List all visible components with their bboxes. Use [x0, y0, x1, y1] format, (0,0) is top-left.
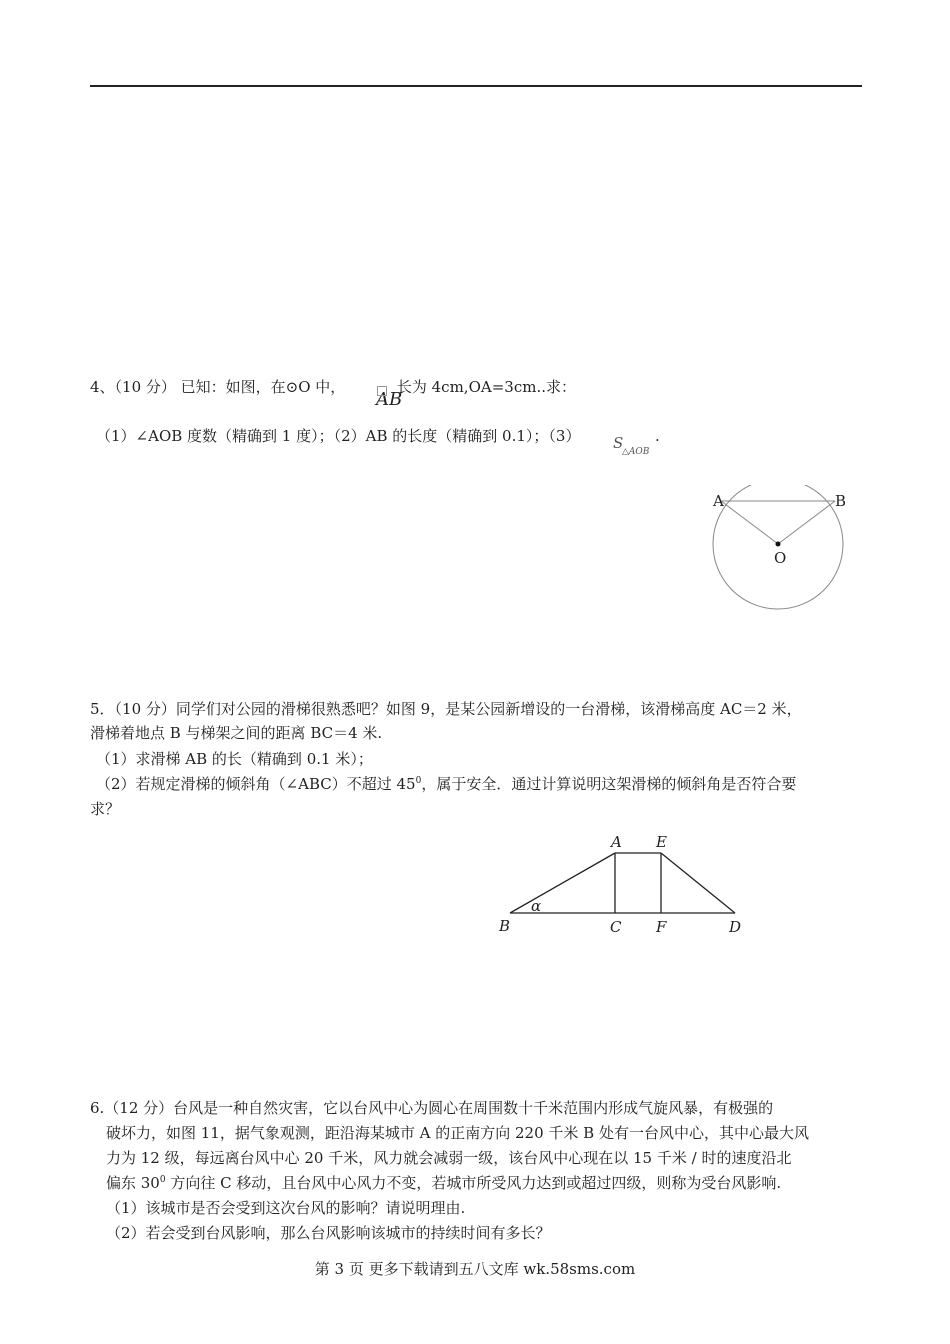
- q4-line1-post: 长为 4cm,OA=3cm..求：: [396, 378, 576, 396]
- area-subscript: △AOB: [622, 447, 650, 457]
- q6-line4-pre: 偏东 30: [106, 1174, 160, 1192]
- q5-line4-post: ，属于安全．通过计算说明这架滑梯的倾斜角是否符合要: [421, 775, 797, 793]
- circle-figure: [700, 485, 860, 620]
- q6-line1: 6.（12 分）台风是一种自然灾害，它以台风中心为圆心在周围数十千米范围内形成气旋风暴，有极强的: [90, 1099, 774, 1117]
- q6-line2: 破坏力，如图 11，据气象观测，距沿海某城市 A 的正南方向 220 千米 B 处有一台风中心，其中心最大风: [106, 1124, 809, 1142]
- header-rule: [90, 85, 862, 87]
- area-symbol: S: [613, 434, 624, 452]
- q6-line3: 力为 12 级，每远离台风中心 20 千米，风力就会减弱一级，该台风中心现在以 15 千米 / 时的速度沿北: [106, 1149, 792, 1167]
- q5-line4-pre: （2）若规定滑梯的倾斜角（∠ABC）不超过 45: [96, 775, 416, 793]
- label-o: O: [774, 549, 787, 567]
- q6-line4: [106, 1173, 781, 1193]
- q4-line1: [90, 377, 576, 397]
- q6-line5: （1）该城市是否会受到这次台风的影响？请说明理由.: [106, 1199, 466, 1217]
- radius-ob: [778, 501, 835, 544]
- q5-line5: 求？: [90, 800, 121, 818]
- radius-oa: [721, 501, 778, 544]
- q6-line6: （2）若会受到台风影响，那么台风影响该城市的持续时间有多长？: [106, 1224, 551, 1242]
- label-d: D: [729, 918, 742, 936]
- label-b: B: [835, 492, 847, 510]
- area-end: .: [655, 427, 660, 445]
- label-alpha: α: [531, 897, 542, 915]
- label-e: E: [656, 833, 667, 851]
- q4-line2: （1）∠AOB 度数（精确到 1 度）；（2）AB 的长度（精确到 0.1）；（3）: [96, 427, 581, 445]
- label-f: F: [656, 918, 667, 936]
- q5-line4: [96, 774, 796, 794]
- label-a: A: [611, 833, 622, 851]
- q5-line1: 5．（10 分）同学们对公园的滑梯很熟悉吧？如图 9，是某公园新增设的一台滑梯，该滑梯高度 AC＝2 米，: [90, 700, 802, 718]
- q4-line1-pre: 4、（10 分） 已知：如图，在⊙O 中，: [90, 378, 346, 396]
- arc-placeholder-icon: [377, 386, 387, 396]
- q6-degree-sup: 0: [159, 1175, 166, 1185]
- slide-ab: [510, 853, 615, 913]
- label-a: A: [713, 492, 724, 510]
- q5-line3: （1）求滑梯 AB 的长（精确到 0.1 米）；: [96, 750, 373, 768]
- q6-line4-post: 方向往 C 移动，且台风中心风力不变，若城市所受风力达到或超过四级，则称为受台风影响.: [165, 1174, 782, 1192]
- label-b: B: [499, 917, 511, 935]
- slide-figure: [490, 828, 760, 940]
- page-footer: 第 3 页 更多下载请到五八文库 wk.58sms.com: [314, 1260, 636, 1278]
- arc-ab-label: AB: [376, 389, 403, 410]
- q5-line2: 滑梯着地点 B 与梯架之间的距离 BC＝4 米.: [90, 724, 383, 742]
- circle: [713, 485, 843, 609]
- q5-degree-sup: 0: [415, 776, 422, 786]
- label-c: C: [610, 918, 622, 936]
- center-dot: [776, 542, 781, 547]
- stairs-ed: [661, 853, 735, 913]
